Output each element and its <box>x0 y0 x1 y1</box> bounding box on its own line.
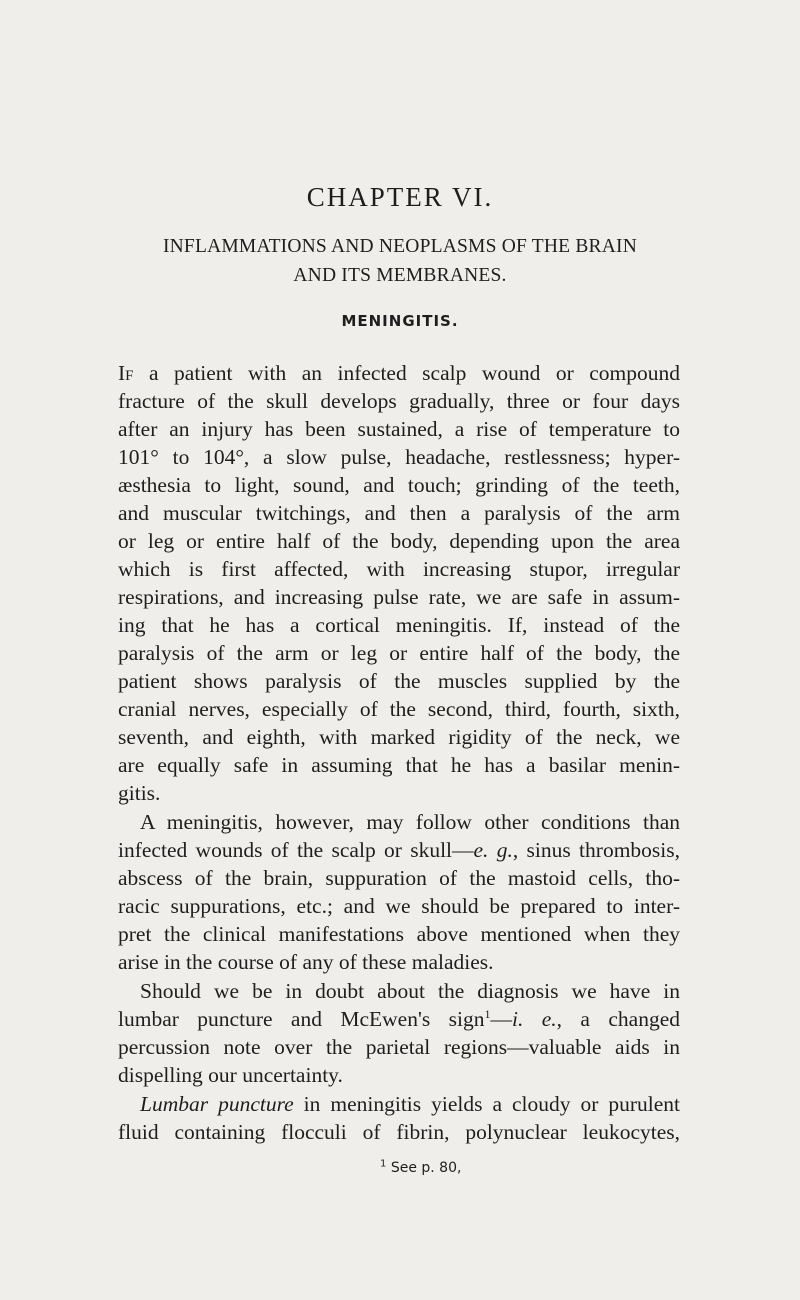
chapter-subtitle <box>60 232 740 290</box>
text-line: gitis. <box>118 781 161 805</box>
text-line: seventh, and eighth, with marked rigidity of the neck, we <box>118 725 680 749</box>
text-line: infected wounds of the scalp or skull—e. g., sinus thrombosis, <box>118 838 681 862</box>
text-line: æsthesia to light, sound, and touch; grinding of the teeth, <box>118 473 680 497</box>
text-line: pret the clinical manifestations above mentioned when they <box>118 922 680 946</box>
text-line: fluid containing flocculi of fibrin, polynuclear leukocytes, <box>118 1120 680 1144</box>
subtitle-line-2: AND ITS MEMBRANES. <box>293 265 507 286</box>
text-line: and muscular twitchings, and then a paralysis of the arm <box>118 501 680 525</box>
text-line: cranial nerves, especially of the second, third, fourth, sixth, <box>118 697 680 721</box>
text-line: If a patient with an infected scalp wound or compound <box>118 361 680 385</box>
text-line: arise in the course of any of these maladies. <box>118 950 494 974</box>
text-line: are equally safe in assuming that he has a basilar menin- <box>118 753 680 777</box>
text-line: abscess of the brain, suppuration of the mastoid cells, tho- <box>118 866 680 890</box>
section-heading: MENINGITIS. <box>341 312 459 330</box>
text-line: percussion note over the parietal regions—valuable aids in <box>118 1035 680 1059</box>
chapter-title: CHAPTER VI. <box>306 182 494 212</box>
subtitle-line-1: INFLAMMATIONS AND NEOPLASMS OF THE BRAIN <box>162 236 638 257</box>
footnote <box>380 1160 461 1176</box>
text-line: after an injury has been sustained, a rise of temperature to <box>118 417 680 441</box>
text-line: which is first affected, with increasing stupor, irregular <box>118 557 680 581</box>
text-line: Should we be in doubt about the diagnosis we have in <box>140 979 680 1003</box>
text-line: A meningitis, however, may follow other conditions than <box>140 810 680 834</box>
text-line: lumbar puncture and McEwen's sign$^1$—i. e., a changed <box>118 1006 680 1031</box>
text-line: or leg or entire half of the body, depending upon the area <box>118 529 680 553</box>
drop-lead-word: If <box>118 361 134 385</box>
text-line: respirations, and increasing pulse rate, we are safe in assum- <box>118 585 680 609</box>
text-line: paralysis of the arm or leg or entire half of the body, the <box>118 641 680 665</box>
text-line: Lumbar puncture in meningitis yields a cloudy or purulent <box>140 1092 680 1116</box>
footnote-text: See p. 80, <box>386 1160 462 1176</box>
text-line: patient shows paralysis of the muscles supplied by the <box>118 669 680 693</box>
footnote-ref: 1 <box>484 1006 491 1021</box>
text-line: 101° to 104°, a slow pulse, headache, restlessness; hyper- <box>118 445 680 469</box>
footnote-marker: 1 <box>380 1158 387 1170</box>
text-line: fracture of the skull develops gradually, three or four days <box>118 389 680 413</box>
text-line: dispelling our uncertainty. <box>118 1063 343 1087</box>
text-line: racic suppurations, etc.; and we should be prepared to inter- <box>118 894 680 918</box>
text-line: ing that he has a cortical meningitis. If, instead of the <box>118 613 680 637</box>
